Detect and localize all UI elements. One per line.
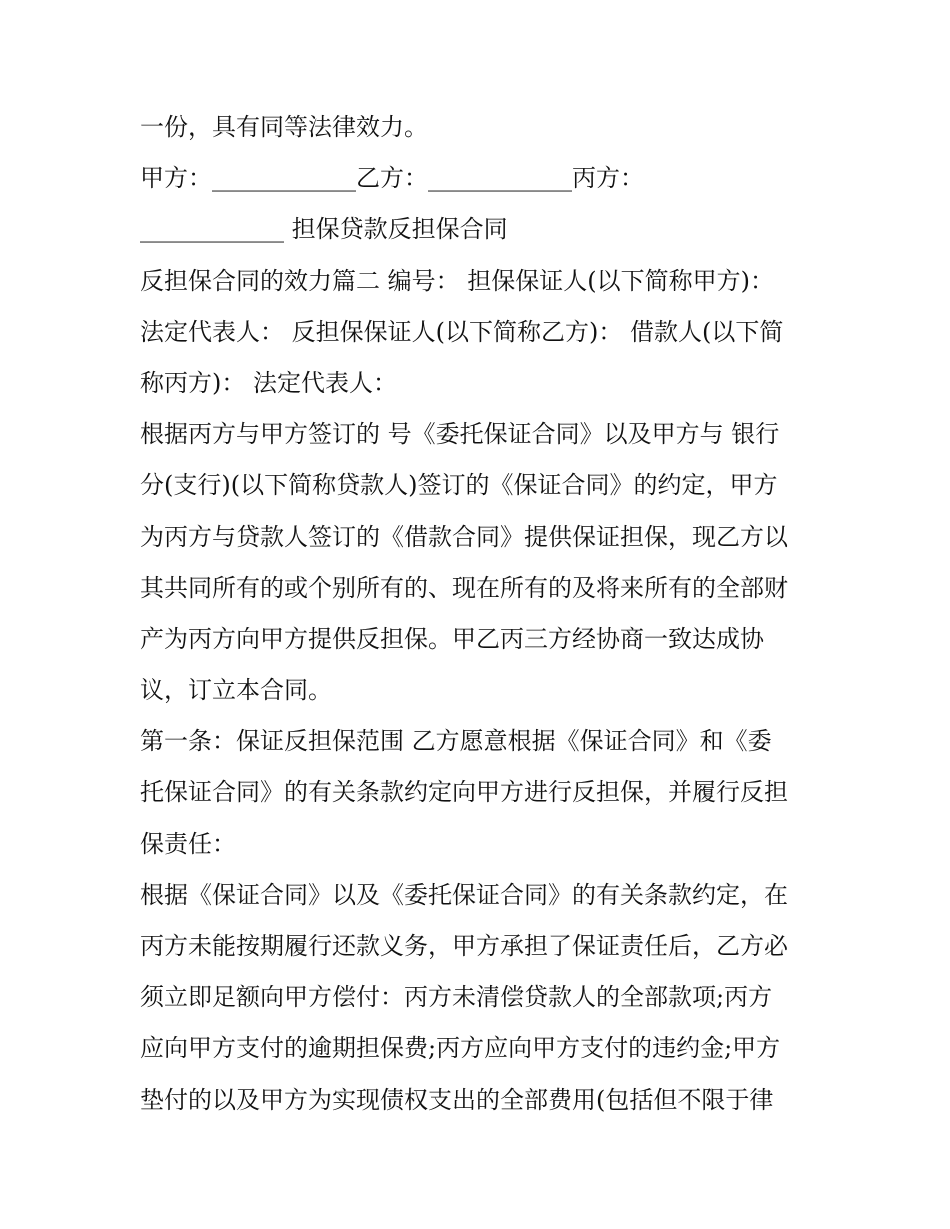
text-line: ____________ 担保贷款反担保合同 (140, 215, 508, 244)
text-line: 产为丙方向甲方提供反担保。甲乙丙三方经协商一致达成协 (140, 624, 764, 653)
text-line: 为丙方与贷款人签订的《借款合同》提供保证担保，现乙方以 (140, 522, 788, 551)
text-line: 反担保合同的效力篇二 编号： 担保保证人(以下简称甲方)： (140, 266, 774, 295)
text-line: 其共同所有的或个别所有的、现在所有的及将来所有的全部财 (140, 573, 788, 602)
document-body (140, 102, 820, 1126)
text-line: 垫付的以及甲方为实现债权支出的全部费用(包括但不限于律 (140, 1085, 774, 1114)
text-line: 议，订立本合同。 (140, 676, 332, 705)
text-line: 第一条：保证反担保范围 乙方愿意根据《保证合同》和《委 (140, 727, 772, 756)
text-line: 保责任： (140, 829, 236, 858)
text-line: 应向甲方支付的逾期担保费;丙方应向甲方支付的违约金;甲方 (140, 1034, 781, 1063)
text-line: 根据《保证合同》以及《委托保证合同》的有关条款约定，在 (140, 880, 788, 909)
text-line: 根据丙方与甲方签订的 号《委托保证合同》以及甲方与 银行 (140, 420, 780, 449)
text-line: 托保证合同》的有关条款约定向甲方进行反担保，并履行反担 (140, 778, 788, 807)
text-line: 分(支行)(以下简称贷款人)签订的《保证合同》的约定，甲方 (140, 471, 778, 500)
text-line: 法定代表人： 反担保保证人(以下简称乙方)： 借款人(以下简 (140, 317, 784, 346)
text-line: 称丙方)： 法定代表人： (140, 368, 397, 397)
text-line: 甲方：____________乙方：____________丙方： (140, 164, 644, 193)
text-line: 须立即足额向甲方偿付：丙方未清偿贷款人的全部款项;丙方 (140, 983, 773, 1012)
text-line: 丙方未能按期履行还款义务，甲方承担了保证责任后，乙方必 (140, 932, 788, 960)
text-line: 一份，具有同等法律效力。 (140, 113, 428, 141)
